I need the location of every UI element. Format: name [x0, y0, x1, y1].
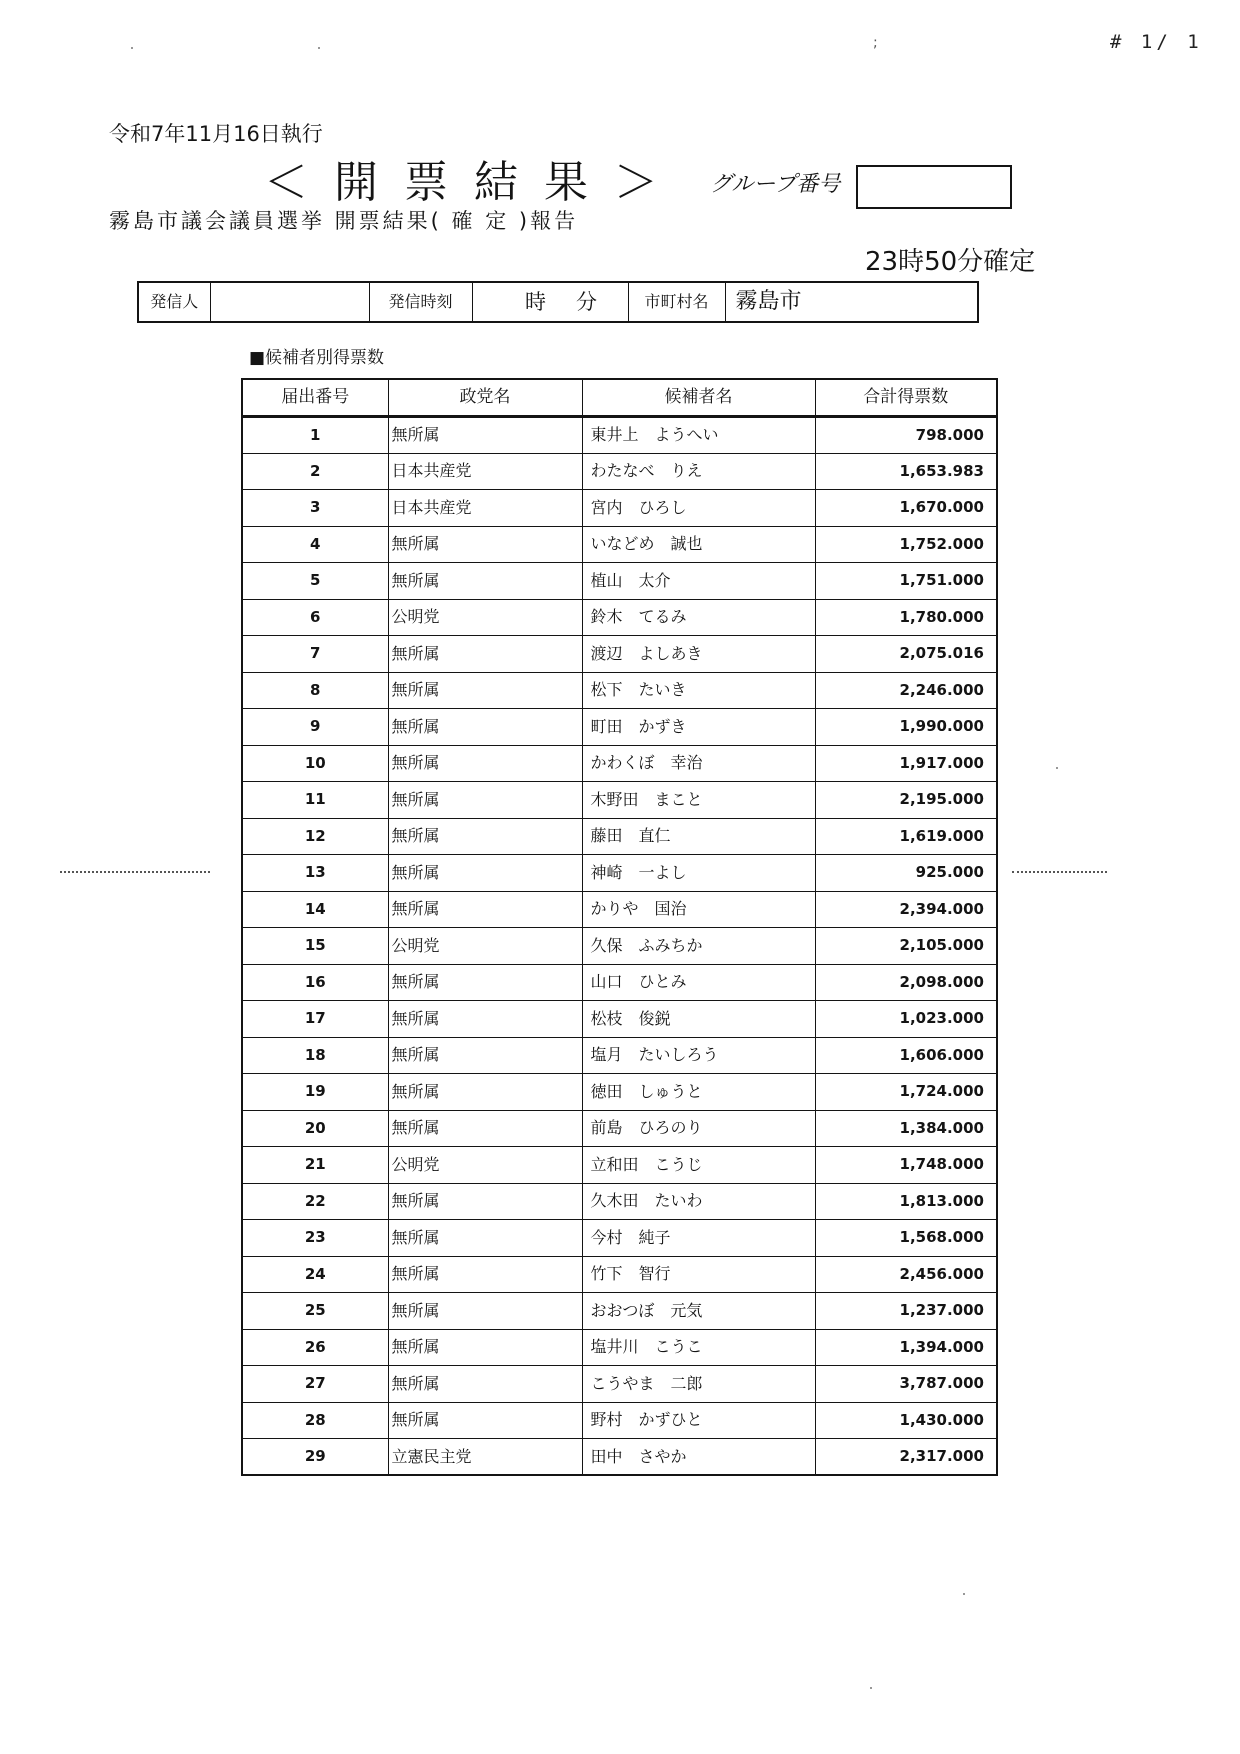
cell-filing-number: 9: [242, 709, 388, 746]
scan-speck: [131, 47, 133, 49]
cell-total-votes: 1,751.000: [815, 563, 997, 600]
cell-total-votes: 1,430.000: [815, 1402, 997, 1439]
cell-party: 無所属: [388, 1110, 582, 1147]
cell-party: 公明党: [388, 1147, 582, 1184]
cell-party: 無所属: [388, 526, 582, 563]
cell-filing-number: 23: [242, 1220, 388, 1257]
column-header-number: 届出番号: [242, 379, 388, 417]
cell-filing-number: 18: [242, 1037, 388, 1074]
cell-candidate-name: 神崎 一よし: [582, 855, 815, 892]
cell-filing-number: 16: [242, 964, 388, 1001]
cell-party: 無所属: [388, 1256, 582, 1293]
result-row: [242, 1366, 997, 1403]
results-table: [241, 378, 998, 1476]
cell-filing-number: 24: [242, 1256, 388, 1293]
cell-filing-number: 20: [242, 1110, 388, 1147]
cell-party: 無所属: [388, 1366, 582, 1403]
cell-candidate-name: 立和田 こうじ: [582, 1147, 815, 1184]
scan-speck: [870, 1687, 872, 1689]
cell-total-votes: 2,456.000: [815, 1256, 997, 1293]
cell-total-votes: 1,023.000: [815, 1001, 997, 1038]
municipality-label: 市町村名: [628, 282, 725, 322]
cell-candidate-name: 竹下 智行: [582, 1256, 815, 1293]
cell-total-votes: 2,195.000: [815, 782, 997, 819]
cell-candidate-name: 藤田 直仁: [582, 818, 815, 855]
sender-value: [210, 282, 369, 322]
cell-party: 無所属: [388, 1293, 582, 1330]
cell-candidate-name: 塩月 たいしろう: [582, 1037, 815, 1074]
results-body: [242, 417, 997, 1476]
result-row: [242, 563, 997, 600]
cell-party: 立憲民主党: [388, 1439, 582, 1476]
cell-candidate-name: 渡辺 よしあき: [582, 636, 815, 673]
scan-noise-dots-right: [1012, 871, 1107, 873]
cell-filing-number: 26: [242, 1329, 388, 1366]
cell-candidate-name: おおつぼ 元気: [582, 1293, 815, 1330]
cell-party: 無所属: [388, 964, 582, 1001]
result-row: [242, 490, 997, 527]
result-row: [242, 928, 997, 965]
cell-party: 無所属: [388, 1183, 582, 1220]
cell-filing-number: 15: [242, 928, 388, 965]
result-row: [242, 1110, 997, 1147]
cell-party: 無所属: [388, 563, 582, 600]
minute-unit: 分: [576, 289, 597, 314]
result-row: [242, 891, 997, 928]
result-row: [242, 417, 997, 454]
cell-party: 無所属: [388, 1074, 582, 1111]
cell-total-votes: 1,394.000: [815, 1329, 997, 1366]
cell-filing-number: 12: [242, 818, 388, 855]
cell-filing-number: 4: [242, 526, 388, 563]
cell-party: 無所属: [388, 1329, 582, 1366]
sender-info-row: [138, 282, 978, 322]
cell-party: 無所属: [388, 1220, 582, 1257]
group-number-label: グループ番号: [710, 172, 841, 197]
cell-filing-number: 14: [242, 891, 388, 928]
cell-total-votes: 1,813.000: [815, 1183, 997, 1220]
election-date: 令和7年11月16日執行: [109, 122, 323, 146]
cell-candidate-name: 田中 さやか: [582, 1439, 815, 1476]
cell-candidate-name: 松枝 俊鋭: [582, 1001, 815, 1038]
cell-party: 日本共産党: [388, 490, 582, 527]
cell-total-votes: 1,724.000: [815, 1074, 997, 1111]
cell-party: 無所属: [388, 1402, 582, 1439]
cell-filing-number: 3: [242, 490, 388, 527]
cell-party: 無所属: [388, 855, 582, 892]
cell-candidate-name: 植山 太介: [582, 563, 815, 600]
cell-total-votes: 2,105.000: [815, 928, 997, 965]
result-row: [242, 1439, 997, 1476]
send-time-value: [472, 282, 628, 322]
result-row: [242, 672, 997, 709]
result-row: [242, 709, 997, 746]
cell-candidate-name: かわくぼ 幸治: [582, 745, 815, 782]
cell-filing-number: 2: [242, 453, 388, 490]
cell-candidate-name: 久木田 たいわ: [582, 1183, 815, 1220]
cell-candidate-name: 徳田 しゅうと: [582, 1074, 815, 1111]
cell-party: 無所属: [388, 745, 582, 782]
cell-filing-number: 1: [242, 417, 388, 454]
scan-speck: [963, 1593, 965, 1595]
result-row: [242, 1329, 997, 1366]
result-row: [242, 599, 997, 636]
cell-candidate-name: 塩井川 こうこ: [582, 1329, 815, 1366]
cell-total-votes: 2,075.016: [815, 636, 997, 673]
cell-filing-number: 21: [242, 1147, 388, 1184]
cell-candidate-name: 松下 たいき: [582, 672, 815, 709]
scan-noise-dots-left: [60, 871, 210, 873]
cell-filing-number: 22: [242, 1183, 388, 1220]
cell-candidate-name: わたなべ りえ: [582, 453, 815, 490]
page-title: ＜ 開 票 結 果 ＞: [264, 157, 664, 208]
cell-candidate-name: かりや 国治: [582, 891, 815, 928]
cell-total-votes: 798.000: [815, 417, 997, 454]
cell-filing-number: 27: [242, 1366, 388, 1403]
cell-candidate-name: いなどめ 誠也: [582, 526, 815, 563]
result-row: [242, 1220, 997, 1257]
result-row: [242, 1001, 997, 1038]
cell-party: 無所属: [388, 1001, 582, 1038]
column-header-candidate: 候補者名: [582, 379, 815, 417]
municipality-value: 霧島市: [725, 282, 978, 322]
cell-filing-number: 10: [242, 745, 388, 782]
cell-filing-number: 28: [242, 1402, 388, 1439]
column-header-votes: 合計得票数: [815, 379, 997, 417]
cell-total-votes: 2,394.000: [815, 891, 997, 928]
cell-filing-number: 5: [242, 563, 388, 600]
sender-info-table: [137, 281, 979, 323]
cell-party: 無所属: [388, 417, 582, 454]
cell-total-votes: 1,568.000: [815, 1220, 997, 1257]
cell-candidate-name: 東井上 ようへい: [582, 417, 815, 454]
page-number-mark: # 1/ 1: [1110, 31, 1203, 53]
confirmed-time: 23時50分確定: [865, 247, 1036, 277]
cell-total-votes: 1,670.000: [815, 490, 997, 527]
cell-total-votes: 2,098.000: [815, 964, 997, 1001]
column-header-party: 政党名: [388, 379, 582, 417]
cell-candidate-name: 前島 ひろのり: [582, 1110, 815, 1147]
result-row: [242, 1402, 997, 1439]
cell-total-votes: 1,917.000: [815, 745, 997, 782]
cell-filing-number: 7: [242, 636, 388, 673]
result-row: [242, 745, 997, 782]
cell-candidate-name: 鈴木 てるみ: [582, 599, 815, 636]
send-time-units: [473, 289, 628, 314]
cell-total-votes: 925.000: [815, 855, 997, 892]
cell-total-votes: 1,780.000: [815, 599, 997, 636]
result-row: [242, 1256, 997, 1293]
cell-filing-number: 17: [242, 1001, 388, 1038]
scan-mark: ;: [873, 35, 878, 51]
cell-party: 無所属: [388, 818, 582, 855]
hour-unit: 時: [525, 289, 546, 314]
cell-filing-number: 29: [242, 1439, 388, 1476]
cell-party: 無所属: [388, 1037, 582, 1074]
scan-speck: [1056, 767, 1058, 769]
cell-filing-number: 6: [242, 599, 388, 636]
cell-party: 公明党: [388, 599, 582, 636]
cell-candidate-name: 町田 かずき: [582, 709, 815, 746]
cell-candidate-name: こうやま 二郎: [582, 1366, 815, 1403]
result-row: [242, 636, 997, 673]
cell-total-votes: 1,990.000: [815, 709, 997, 746]
cell-total-votes: 2,246.000: [815, 672, 997, 709]
cell-total-votes: 1,237.000: [815, 1293, 997, 1330]
cell-total-votes: 2,317.000: [815, 1439, 997, 1476]
scan-speck: [318, 47, 320, 49]
cell-party: 無所属: [388, 891, 582, 928]
sender-label: 発信人: [138, 282, 210, 322]
result-row: [242, 1037, 997, 1074]
cell-candidate-name: 久保 ふみちか: [582, 928, 815, 965]
cell-filing-number: 25: [242, 1293, 388, 1330]
cell-party: 無所属: [388, 672, 582, 709]
cell-filing-number: 13: [242, 855, 388, 892]
cell-candidate-name: 山口 ひとみ: [582, 964, 815, 1001]
result-row: [242, 964, 997, 1001]
result-row: [242, 1147, 997, 1184]
cell-candidate-name: 木野田 まこと: [582, 782, 815, 819]
cell-party: 日本共産党: [388, 453, 582, 490]
result-row: [242, 1074, 997, 1111]
cell-total-votes: 1,748.000: [815, 1147, 997, 1184]
group-number-box: [856, 165, 1012, 209]
results-header-row: [242, 379, 997, 417]
result-row: [242, 1293, 997, 1330]
cell-party: 無所属: [388, 636, 582, 673]
cell-party: 無所属: [388, 782, 582, 819]
result-row: [242, 818, 997, 855]
result-row: [242, 526, 997, 563]
cell-filing-number: 8: [242, 672, 388, 709]
cell-total-votes: 1,752.000: [815, 526, 997, 563]
cell-candidate-name: 野村 かずひと: [582, 1402, 815, 1439]
cell-candidate-name: 今村 純子: [582, 1220, 815, 1257]
cell-filing-number: 19: [242, 1074, 388, 1111]
cell-candidate-name: 宮内 ひろし: [582, 490, 815, 527]
send-time-label: 発信時刻: [369, 282, 472, 322]
cell-party: 公明党: [388, 928, 582, 965]
result-row: [242, 782, 997, 819]
report-subtitle: 霧島市議会議員選挙 開票結果( 確 定 )報告: [109, 209, 579, 233]
cell-filing-number: 11: [242, 782, 388, 819]
cell-total-votes: 1,606.000: [815, 1037, 997, 1074]
cell-total-votes: 1,653.983: [815, 453, 997, 490]
section-title: ■候補者別得票数: [249, 348, 385, 368]
cell-total-votes: 1,619.000: [815, 818, 997, 855]
result-row: [242, 855, 997, 892]
cell-party: 無所属: [388, 709, 582, 746]
result-row: [242, 1183, 997, 1220]
cell-total-votes: 1,384.000: [815, 1110, 997, 1147]
result-row: [242, 453, 997, 490]
cell-total-votes: 3,787.000: [815, 1366, 997, 1403]
